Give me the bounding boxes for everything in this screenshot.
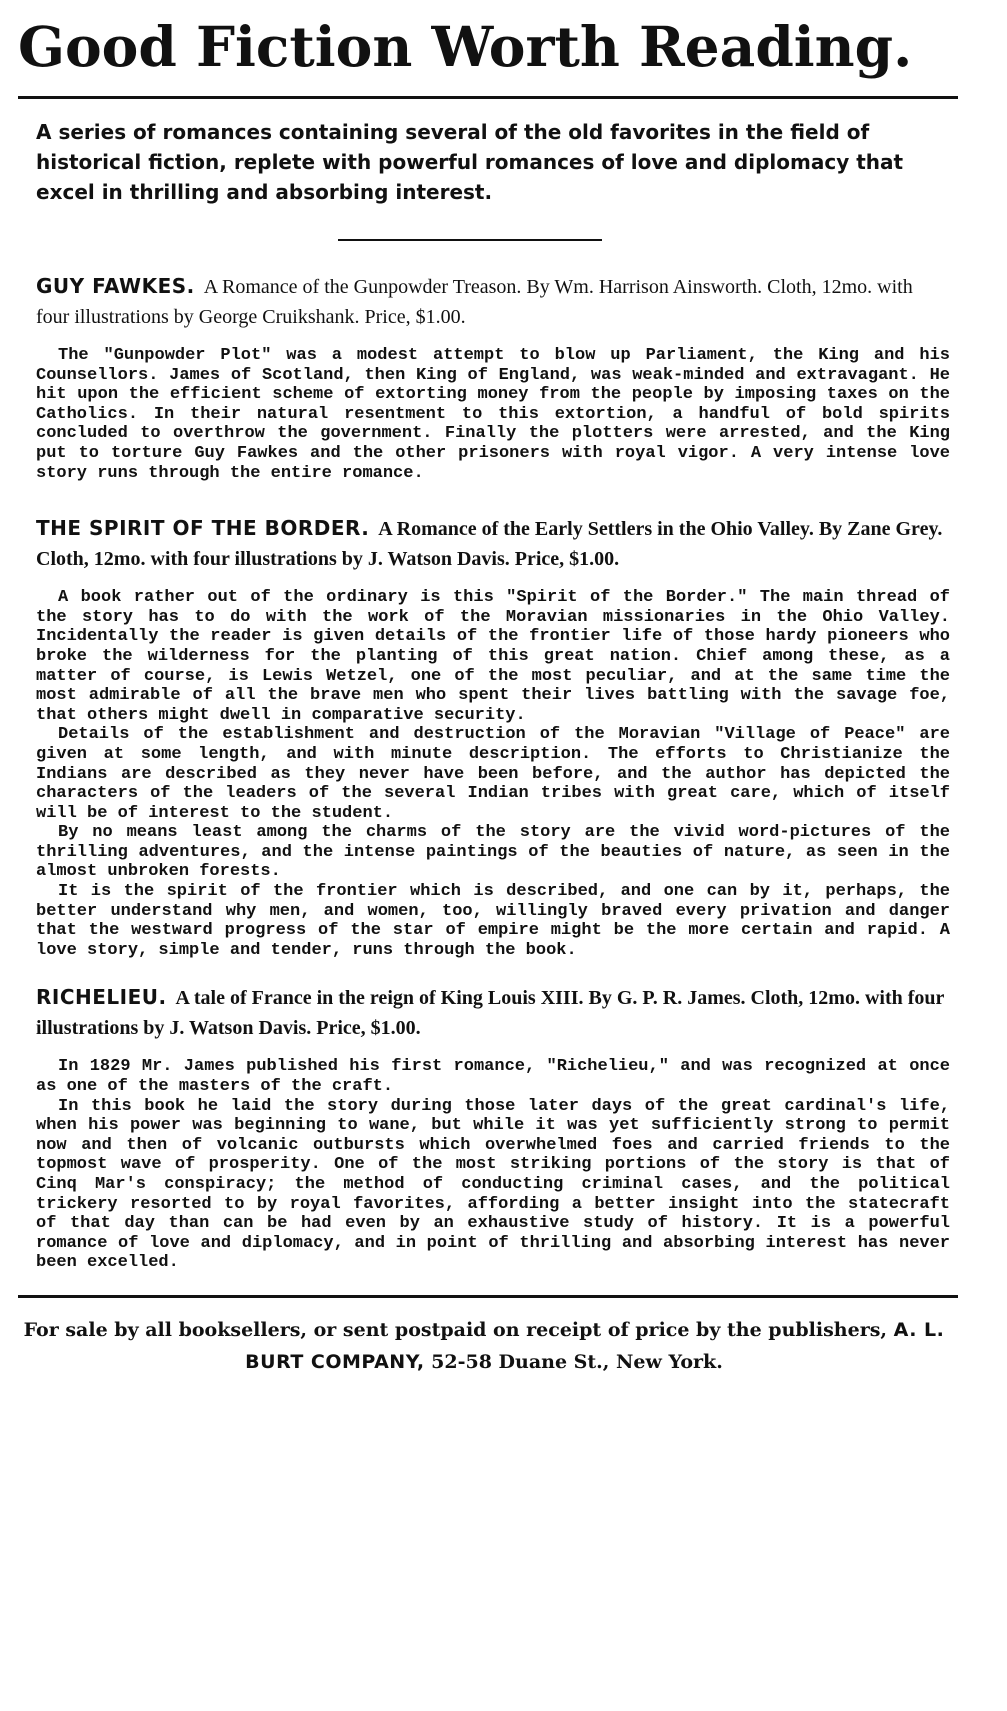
description-paragraph: By no means least among the charms of the story are the vivid word-pictures of the thrilling adventures, and the intense paintings of the beauties of nature, as seen in the almost unbroken forests. [36,823,950,882]
book-details: A Romance of the Gunpowder Treason. By Wm. Harrison Ainsworth. Cloth, 12mo. with four illustrations by George Cruikshank. Price, $1.00. [36,276,913,328]
page-title: Good Fiction Worth Reading. [18,14,913,79]
description-paragraph: The "Gunpowder Plot" was a modest attempt to blow up Parliament, the King and his Counsellors. James of Scotland, then King of England, was weak-minded and extravagant. He hit upon the efficient scheme of extorting money from the people by imposing taxes on the Catholics. In their natural resentment to this extortion, a handful of bold spirits concluded to overthrow the government. Finally the plotters were arrested, and the King put to torture Guy Fawkes and the other prisoners with royal vigor. A very intense love story runs through the entire romance. [36,346,950,483]
publisher-name: A. L. BURT COMPANY, [245,1318,945,1373]
intro-text: A series of romances containing several of the old favorites in the field of historical fiction, replete with powerful romances of love and diplomacy that excel in thrilling and absorbing interest. [36,120,904,204]
top-rule [18,96,958,99]
book-description [36,1057,950,1273]
book-heading [36,513,950,574]
advertisement-page [18,0,958,1378]
book-heading [36,271,950,332]
book-title: RICHELIEU. [36,985,167,1010]
book-entry-spirit-of-the-border [36,513,950,960]
description-paragraph: In 1829 Mr. James published his first romance, "Richelieu," and was recognized at once as one of the masters of the craft. [36,1057,950,1097]
book-heading [36,982,950,1043]
book-entry-richelieu [36,982,950,1273]
description-paragraph: A book rather out of the ordinary is this "Spirit of the Border." The main thread of the story has to do with the work of the Moravian missionaries in the Ohio Valley. Incidentally the reader is given details of the frontier life of those hardy pioneers who broke the wilderness for the planting of this great nation. Chief among these, as a matter of course, is Lewis Wetzel, one of the most peculiar, and at the same time the most admirable of all the brave men who spent their lives battling with the savage foe, that others might dwell in comparative security. [36,588,950,725]
footer-notice [18,1314,950,1378]
book-description [36,346,950,483]
description-paragraph: In this book he laid the story during those later days of the great cardinal's life, when his power was beginning to wane, but while it was yet sufficiently strong to permit now and then of volcanic outbursts which overwhelmed foes and carried friends to the topmost wave of prosperity. One of the most striking portions of the story is that of Cinq Mar's conspiracy; the method of conducting criminal cases, and the political trickery resorted to by royal favorites, affording a better insight into the statecraft of that day than can be had even by an exhaustive study of history. It is a powerful romance of love and diplomacy, and in point of thrilling and absorbing interest has never been excelled. [36,1096,950,1273]
description-paragraph: Details of the establishment and destruction of the Moravian "Village of Peace" are given at some length, and with minute description. The efforts to Christianize the Indians are described as they never have been before, and the author has depicted the characters of the leaders of the several Indian tribes with great care, which of itself will be of interest to the student. [36,725,950,823]
book-description [36,588,950,960]
footer-text: For sale by all booksellers, or sent postpaid on receipt of price by the publishers, [23,1318,888,1341]
description-paragraph: It is the spirit of the frontier which is described, and one can by it, perhaps, the better understand why men, and women, too, willingly braved every privation and danger that the westward progress of the star of empire might be the more certain and rapid. A love story, simple and tender, runs through the book. [36,882,950,960]
bottom-rule [18,1295,958,1298]
book-title: GUY FAWKES. [36,274,195,298]
short-divider [338,239,602,241]
book-entry-guy-fawkes [36,271,950,483]
publisher-address: 52-58 Duane St., New York. [431,1350,723,1373]
book-details: A tale of France in the reign of King Louis XIII. By G. P. R. James. Cloth, 12mo. with four illustrations by J. Watson Davis. Price, $1.00. [36,987,945,1040]
book-title: THE SPIRIT OF THE BORDER. [36,516,370,541]
book-details: A Romance of the Early Settlers in the Ohio Valley. By Zane Grey. Cloth, 12mo. with four illustrations by J. Watson Davis. Price, $1.00. [36,518,943,571]
